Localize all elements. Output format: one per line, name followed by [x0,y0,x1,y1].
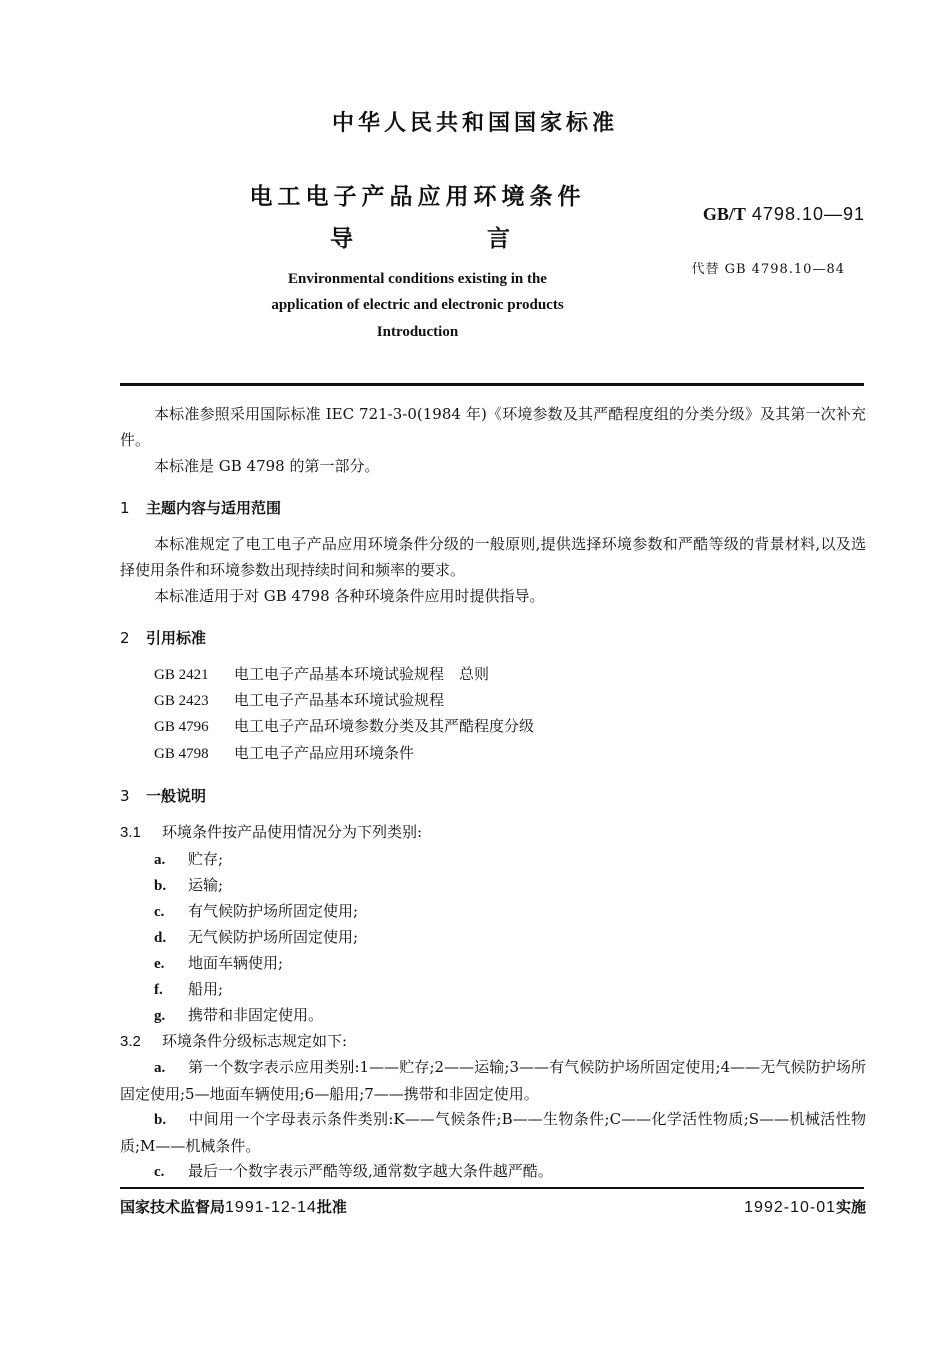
category-key: c. [154,904,165,920]
category-item [154,979,223,1000]
header-divider [120,383,864,386]
marking-rule-a-key: a. [154,1060,166,1076]
category-text: 运输; [188,876,224,894]
reference-title: 电工电子产品基本环境试验规程 总则 [234,665,490,683]
category-text: 地面车辆使用; [188,954,284,972]
category-key: e. [154,956,165,972]
clause-3-1 [120,822,422,843]
subtitle-char-2: 言 [487,226,510,252]
category-item [154,927,358,948]
reference-title: 电工电子产品应用环境条件 [234,744,415,762]
approval-suffix: 批准 [316,1198,347,1216]
subtitle-char-1: 导 [330,226,353,252]
category-text: 携带和非固定使用。 [188,1006,324,1024]
section-1-title: 主题内容与适用范围 [146,499,282,517]
section-2-title: 引用标准 [146,629,207,647]
marking-rule-b [120,1106,866,1159]
category-item [154,901,358,922]
standard-code: 4798.10—91 [751,204,865,224]
reference-title: 电工电子产品基本环境试验规程 [234,691,445,709]
english-title-line-2: application of electric and electronic products [271,297,564,313]
reference-code: GB 4796 [154,719,209,735]
reference-title: 电工电子产品环境参数分类及其严酷程度分级 [234,717,535,735]
implementation-line [744,1196,866,1217]
category-text: 有气候防护场所固定使用; [188,902,359,920]
clause-3-2-text: 环境条件分级标志规定如下: [162,1032,348,1050]
section-2-number: 2 [120,629,130,647]
clause-3-1-text: 环境条件按产品使用情况分为下列类别: [162,823,423,841]
clause-3-2 [120,1031,347,1052]
implementation-date: 1992-10-01 [744,1199,836,1216]
marking-rule-a-text: 第一个数字表示应用类别:1——贮存;2——运输;3——有气候防护场所固定使用;4——无气候防护场所固定使用;5—地面车辆使用;6—船用;7——携带和非固定使用。 [120,1058,866,1103]
document-title: 电工电子产品应用环境条件 [249,184,586,210]
reference-item [154,690,444,711]
reference-item [154,664,489,685]
replaces-standard: 代替 GB 4798.10—84 [691,262,845,277]
intro-paragraph-1: 本标准参照采用国际标准 IEC 721-3-0(1984 年)《环境参数及其严酷程度组的分类分级》及其第一次补充件。 [120,405,866,449]
reference-code: GB 2421 [154,667,209,683]
category-text: 船用; [188,980,224,998]
category-key: a. [154,852,166,868]
category-item [154,953,283,974]
marking-rule-c [120,1158,866,1185]
english-title-line-3: Introduction [376,324,459,340]
marking-rule-c-key: c. [154,1164,165,1180]
document-subtitle [330,220,510,253]
footer-divider [120,1187,864,1189]
section-3-title: 一般说明 [146,787,207,805]
implementation-suffix: 实施 [835,1198,866,1216]
marking-rule-b-key: b. [154,1112,167,1128]
category-key: b. [154,878,167,894]
national-standard-heading: 中华人民共和国国家标准 [331,111,618,136]
section-3-heading [120,785,206,806]
clause-3-1-number: 3.1 [120,824,141,841]
category-item [154,1005,323,1026]
clause-3-2-number: 3.2 [120,1033,141,1050]
section-2-heading [120,627,206,648]
category-text: 无气候防护场所固定使用; [188,928,359,946]
english-title-line-1: Environmental conditions existing in the [288,271,547,287]
intro-paragraph-2: 本标准是 GB 4798 的第一部分。 [154,457,380,475]
reference-item [154,743,414,764]
category-item [154,875,223,896]
approval-date: 1991-12-14 [225,1199,317,1216]
section-1-paragraph-1: 本标准规定了电工电子产品应用环境条件分级的一般原则,提供选择环境参数和严酷等级的背景材料,以及选择使用条件和环境参数出现持续时间和频率的要求。 [120,535,866,579]
category-key: f. [154,982,163,998]
category-key: d. [154,930,167,946]
marking-rule-a [120,1054,866,1107]
approver: 国家技术监督局 [120,1198,226,1216]
marking-rule-b-text: 中间用一个字母表示条件类别:K——气候条件;B——生物条件;C——化学活性物质;S——机械活性物质;M——机械条件。 [120,1110,866,1155]
reference-code: GB 2423 [154,693,209,709]
reference-code: GB 4798 [154,746,209,762]
category-text: 贮存; [188,850,224,868]
marking-rule-c-text: 最后一个数字表示严酷等级,通常数字越大条件越严酷。 [188,1162,553,1180]
section-1-number: 1 [120,499,130,517]
section-3-number: 3 [120,787,130,805]
standard-prefix: GB/T [702,204,746,224]
reference-item [154,716,534,737]
section-1-heading [120,497,281,518]
standard-number [640,204,865,225]
category-item [154,849,223,870]
category-key: g. [154,1008,166,1024]
section-1-paragraph-2: 本标准适用于对 GB 4798 各种环境条件应用时提供指导。 [154,587,545,605]
approval-line [120,1196,347,1217]
